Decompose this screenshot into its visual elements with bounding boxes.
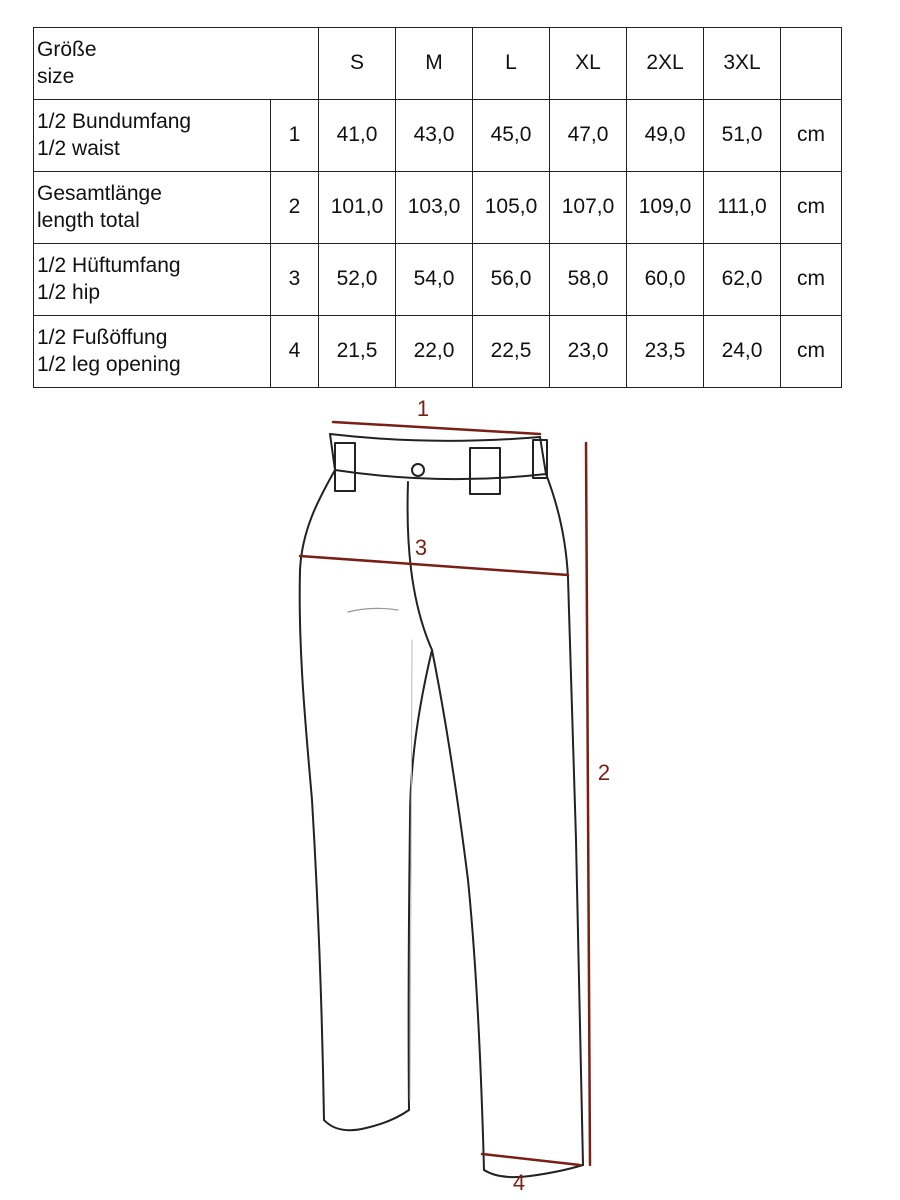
value-cell: 101,0 xyxy=(319,172,396,244)
length-measure-line xyxy=(586,443,590,1165)
waist-measure-line xyxy=(333,422,540,434)
right-outer-seam xyxy=(546,474,583,1165)
value-cell: 105,0 xyxy=(473,172,550,244)
size-col-s: S xyxy=(319,28,396,100)
value-cell: 62,0 xyxy=(704,244,781,316)
hip-marker: 3 xyxy=(414,535,428,560)
value-cell: 49,0 xyxy=(627,100,704,172)
unit-cell: cm xyxy=(781,100,842,172)
unit-cell: cm xyxy=(781,172,842,244)
value-cell: 41,0 xyxy=(319,100,396,172)
leg-opening-measure-line xyxy=(482,1154,580,1165)
row-index: 3 xyxy=(271,244,319,316)
value-cell: 45,0 xyxy=(473,100,550,172)
value-cell: 60,0 xyxy=(627,244,704,316)
waist-button xyxy=(412,464,424,476)
value-cell: 103,0 xyxy=(396,172,473,244)
measurement-lines xyxy=(300,422,590,1165)
left-hem xyxy=(324,1110,409,1130)
size-col-2xl: 2XL xyxy=(627,28,704,100)
value-cell: 47,0 xyxy=(550,100,627,172)
hip-measure-line xyxy=(300,556,568,575)
row-label-en: length total xyxy=(37,208,140,232)
length-marker: 2 xyxy=(597,760,611,785)
value-cell: 23,5 xyxy=(627,316,704,388)
value-cell: 58,0 xyxy=(550,244,627,316)
row-index: 4 xyxy=(271,316,319,388)
size-col-3xl: 3XL xyxy=(704,28,781,100)
row-label-de: 1/2 Fußöffung xyxy=(37,326,168,350)
waistband-bottom xyxy=(335,470,546,479)
value-cell: 52,0 xyxy=(319,244,396,316)
row-label-en: 1/2 leg opening xyxy=(37,352,181,376)
row-label-de: Gesamtlänge xyxy=(37,182,162,206)
value-cell: 43,0 xyxy=(396,100,473,172)
belt-loop xyxy=(470,448,500,494)
row-label-en: 1/2 waist xyxy=(37,136,120,160)
right-hem xyxy=(484,1165,583,1177)
row-index: 2 xyxy=(271,172,319,244)
value-cell: 24,0 xyxy=(704,316,781,388)
value-cell: 21,5 xyxy=(319,316,396,388)
right-inner-seam xyxy=(432,650,484,1170)
size-col-m: M xyxy=(396,28,473,100)
size-col-xl: XL xyxy=(550,28,627,100)
unit-cell: cm xyxy=(781,316,842,388)
value-cell: 111,0 xyxy=(704,172,781,244)
waistband-right-edge xyxy=(540,437,546,474)
value-cell: 23,0 xyxy=(550,316,627,388)
size-header-de: Größe xyxy=(37,38,97,62)
waist-marker: 1 xyxy=(416,396,430,421)
value-cell: 22,5 xyxy=(473,316,550,388)
value-cell: 22,0 xyxy=(396,316,473,388)
waistband-top xyxy=(330,434,540,441)
row-index: 1 xyxy=(271,100,319,172)
pocket-seam xyxy=(348,608,398,612)
trousers-outline xyxy=(300,434,583,1177)
size-header-en: size xyxy=(37,64,75,88)
size-col-l: L xyxy=(473,28,550,100)
unit-cell: cm xyxy=(781,244,842,316)
leg-opening-marker: 4 xyxy=(512,1170,526,1195)
row-label-de: 1/2 Hüftumfang xyxy=(37,254,181,278)
value-cell: 109,0 xyxy=(627,172,704,244)
row-label-de: 1/2 Bundumfang xyxy=(37,110,192,134)
value-cell: 51,0 xyxy=(704,100,781,172)
value-cell: 107,0 xyxy=(550,172,627,244)
row-label-en: 1/2 hip xyxy=(37,280,101,304)
value-cell: 54,0 xyxy=(396,244,473,316)
left-outer-seam xyxy=(300,470,335,1120)
belt-loop xyxy=(335,443,355,491)
value-cell: 56,0 xyxy=(473,244,550,316)
